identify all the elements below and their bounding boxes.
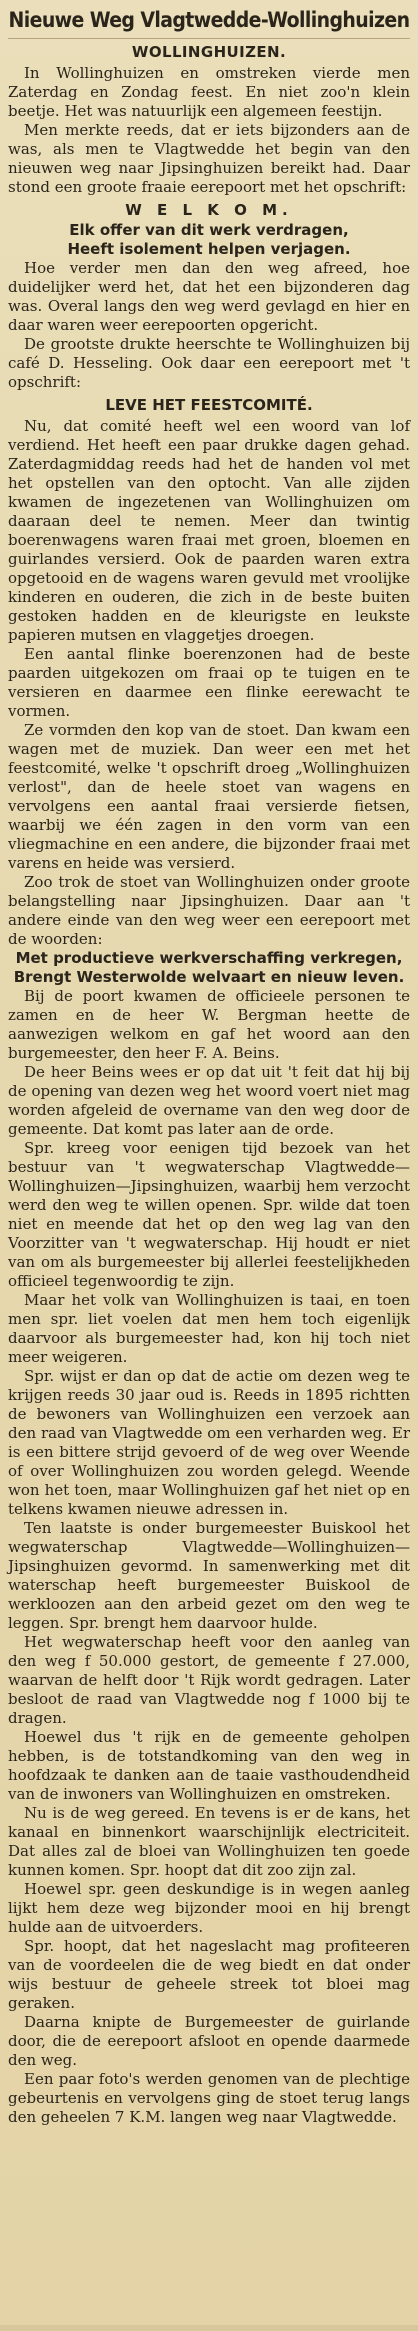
arch-inscription-line: Met productieve werkverschaffing verkregen, [15,949,403,967]
paragraph: Zoo trok de stoet van Wollinghuizen onder groote belangstelling naar Jipsinghuizen. Daar aan 't andere einde van den weg weer een eerepoort met de woorden: [8,873,410,948]
article-column [8,4,410,2127]
arch-inscription: LEVE HET FEESTCOMITÉ. [105,396,313,414]
headline: Nieuwe Weg Vlagtwedde-Wollinghuizen [8,4,410,39]
article-body [8,64,410,2127]
page-edge [0,2325,418,2331]
paragraph: De heer Beins wees er op dat uit 't feit dat hij bij de opening van dezen weg het woord voert niet mag worden afgeleid de overname van den weg door de gemeente. Dat komt pas later aan de orde. [8,1063,410,1138]
paragraph: Een paar foto's werden genomen van de plechtige gebeurtenis en vervolgens ging de stoet terug langs den geheelen 7 K.M. langen weg naar Vlagtwedde. [8,2070,410,2126]
paragraph: Men merkte reeds, dat er iets bijzonders aan de was, als men te Vlagtwedde het begin van den nieuwen weg naar Jipsinghuizen bereikt had. Daar stond een groote fraaie eerepoort met het opschrift: [8,121,410,196]
paragraph: Daarna knipte de Burgemeester de guirlande door, die de eerepoort afsloot en opende daarmede den weg. [8,2013,410,2069]
paragraph: Een aantal flinke boerenzonen had de beste paarden uitgekozen om fraai op te tuigen en te versieren en daarmee een flinke eerewacht te vormen. [8,645,410,720]
motto-line: Elk offer van dit werk verdragen, [69,221,349,239]
paragraph: Spr. hoopt, dat het nageslacht mag profiteeren van de voordeelen die de weg biedt en dat onder wijs bestuur de geheele streek tot bloei mag geraken. [8,1937,410,2012]
paragraph: De grootste drukte heerschte te Wollinghuizen bij café D. Hesseling. Ook daar een eerepoort met 't opschrift: [8,335,410,391]
paragraph: Maar het volk van Wollinghuizen is taai, en toen men spr. liet voelen dat men hem toch eigenlijk daarvoor als burgemeester had, kon hij toch niet meer weigeren. [8,1291,410,1366]
paragraph: Hoe verder men dan den weg afreed, hoe duidelijker werd het, dat het een bijzonderen dag was. Overal langs den weg werd gevlagd en hier en daar waren weer eerepoorten opgericht. [8,259,410,334]
motto-line: Heeft isolement helpen verjagen. [67,240,351,258]
paragraph: Spr. wijst er dan op dat de actie om dezen weg te krijgen reeds 30 jaar oud is. Reeds in 1895 richtten de bewoners van Wollinghuizen een verzoek aan den raad van Vlagtwedde om een verharden weg. Er is een bittere strijd gevoerd of de weg over Weende of over Wollinghuizen zou worden gelegd. Weende won het toen, maar Wollinghuizen gaf het niet op en telkens kwamen nieuwe adressen in. [8,1367,410,1518]
paragraph: In Wollinghuizen en omstreken vierde men Zaterdag en Zondag feest. En niet zoo'n klein beetje. Het was natuurlijk een algemeen feestijn. [8,64,410,120]
paragraph: Hoewel dus 't rijk en de gemeente geholpen hebben, is de totstandkoming van den weg in hoofdzaak te danken aan de taaie vasthoudendheid van de inwoners van Wollinghuizen en omstreken. [8,1728,410,1803]
dateline: WOLLINGHUIZEN. [131,43,287,61]
paragraph: Ze vormden den kop van de stoet. Dan kwam een wagen met de muziek. Dan weer een met het feestcomité, welke 't opschrift droeg „Wollinghuizen verlost", dan de heele stoet van wagens en vervolgens een aantal fraai versierde fietsen, waarbij we één zagen in den vorm van een vliegmachine en een andere, die bijzonder fraai met varens en heide was versierd. [8,721,410,872]
paragraph: Nu, dat comité heeft wel een woord van lof verdiend. Het heeft een paar drukke dagen gehad. Zaterdagmiddag reeds had het de handen vol met het opstellen van den optocht. Van alle zijden kwamen de ingezetenen van Wollinghuizen om daaraan deel te nemen. Meer dan twintig boerenwagens waren fraai met groen, bloemen en guirlandes versierd. Ook de paarden waren extra opgetooid en de wagens waren gevuld met vroolijke kinderen en ouderen, die zich in de beste buiten gestoken hadden en de kleurigste en leukste papieren mutsen en vlaggetjes droegen. [8,417,410,644]
paragraph: Nu is de weg gereed. En tevens is er de kans, het kanaal en binnenkort waarschijnlijk electriciteit. Dat alles zal de bloei van Wollinghuizen ten goede kunnen komen. Spr. hoopt dat dit zoo zijn zal. [8,1804,410,1879]
paragraph: Spr. kreeg voor eenigen tijd bezoek van het bestuur van 't wegwaterschap Vlagtwedde—Wollinghuizen—Jipsinghuizen, waarbij hem verzocht werd den weg te willen openen. Spr. wilde dat toen niet en meende dat het op den weg lag van den Voorzitter van 't wegwaterschap. Hij houdt er niet van om als burgemeester bij allerlei feestelijkheden officieel tegenwoordig te zijn. [8,1139,410,1290]
paragraph: Ten laatste is onder burgemeester Buiskool het wegwaterschap Vlagtwedde—Wollinghuizen—Jipsinghuizen gevormd. In samenwerking met dit waterschap heeft burgemeester Buiskool de werkloozen aan den arbeid gezet om den weg te leggen. Spr. brengt hem daarvoor hulde. [8,1519,410,1632]
paragraph: Bij de poort kwamen de officieele personen te zamen en de heer W. Bergman heette de aanwezigen welkom en gaf het woord aan den burgemeester, den heer F. A. Beins. [8,987,410,1062]
paragraph: Hoewel spr. geen deskundige is in wegen aanleg lijkt hem deze weg bijzonder mooi en hij brengt hulde aan de uitvoerders. [8,1880,410,1936]
arch-inscription: W E L K O M. [125,201,293,219]
paragraph: Het wegwaterschap heeft voor den aanleg van den weg f 50.000 gestort, de gemeente f 27.000, waarvan de helft door 't Rijk wordt gedragen. Later besloot de raad van Vlagtwedde nog f 1000 bij te dragen. [8,1633,410,1727]
arch-inscription-line: Brengt Westerwolde welvaart en nieuw leven. [13,968,405,986]
